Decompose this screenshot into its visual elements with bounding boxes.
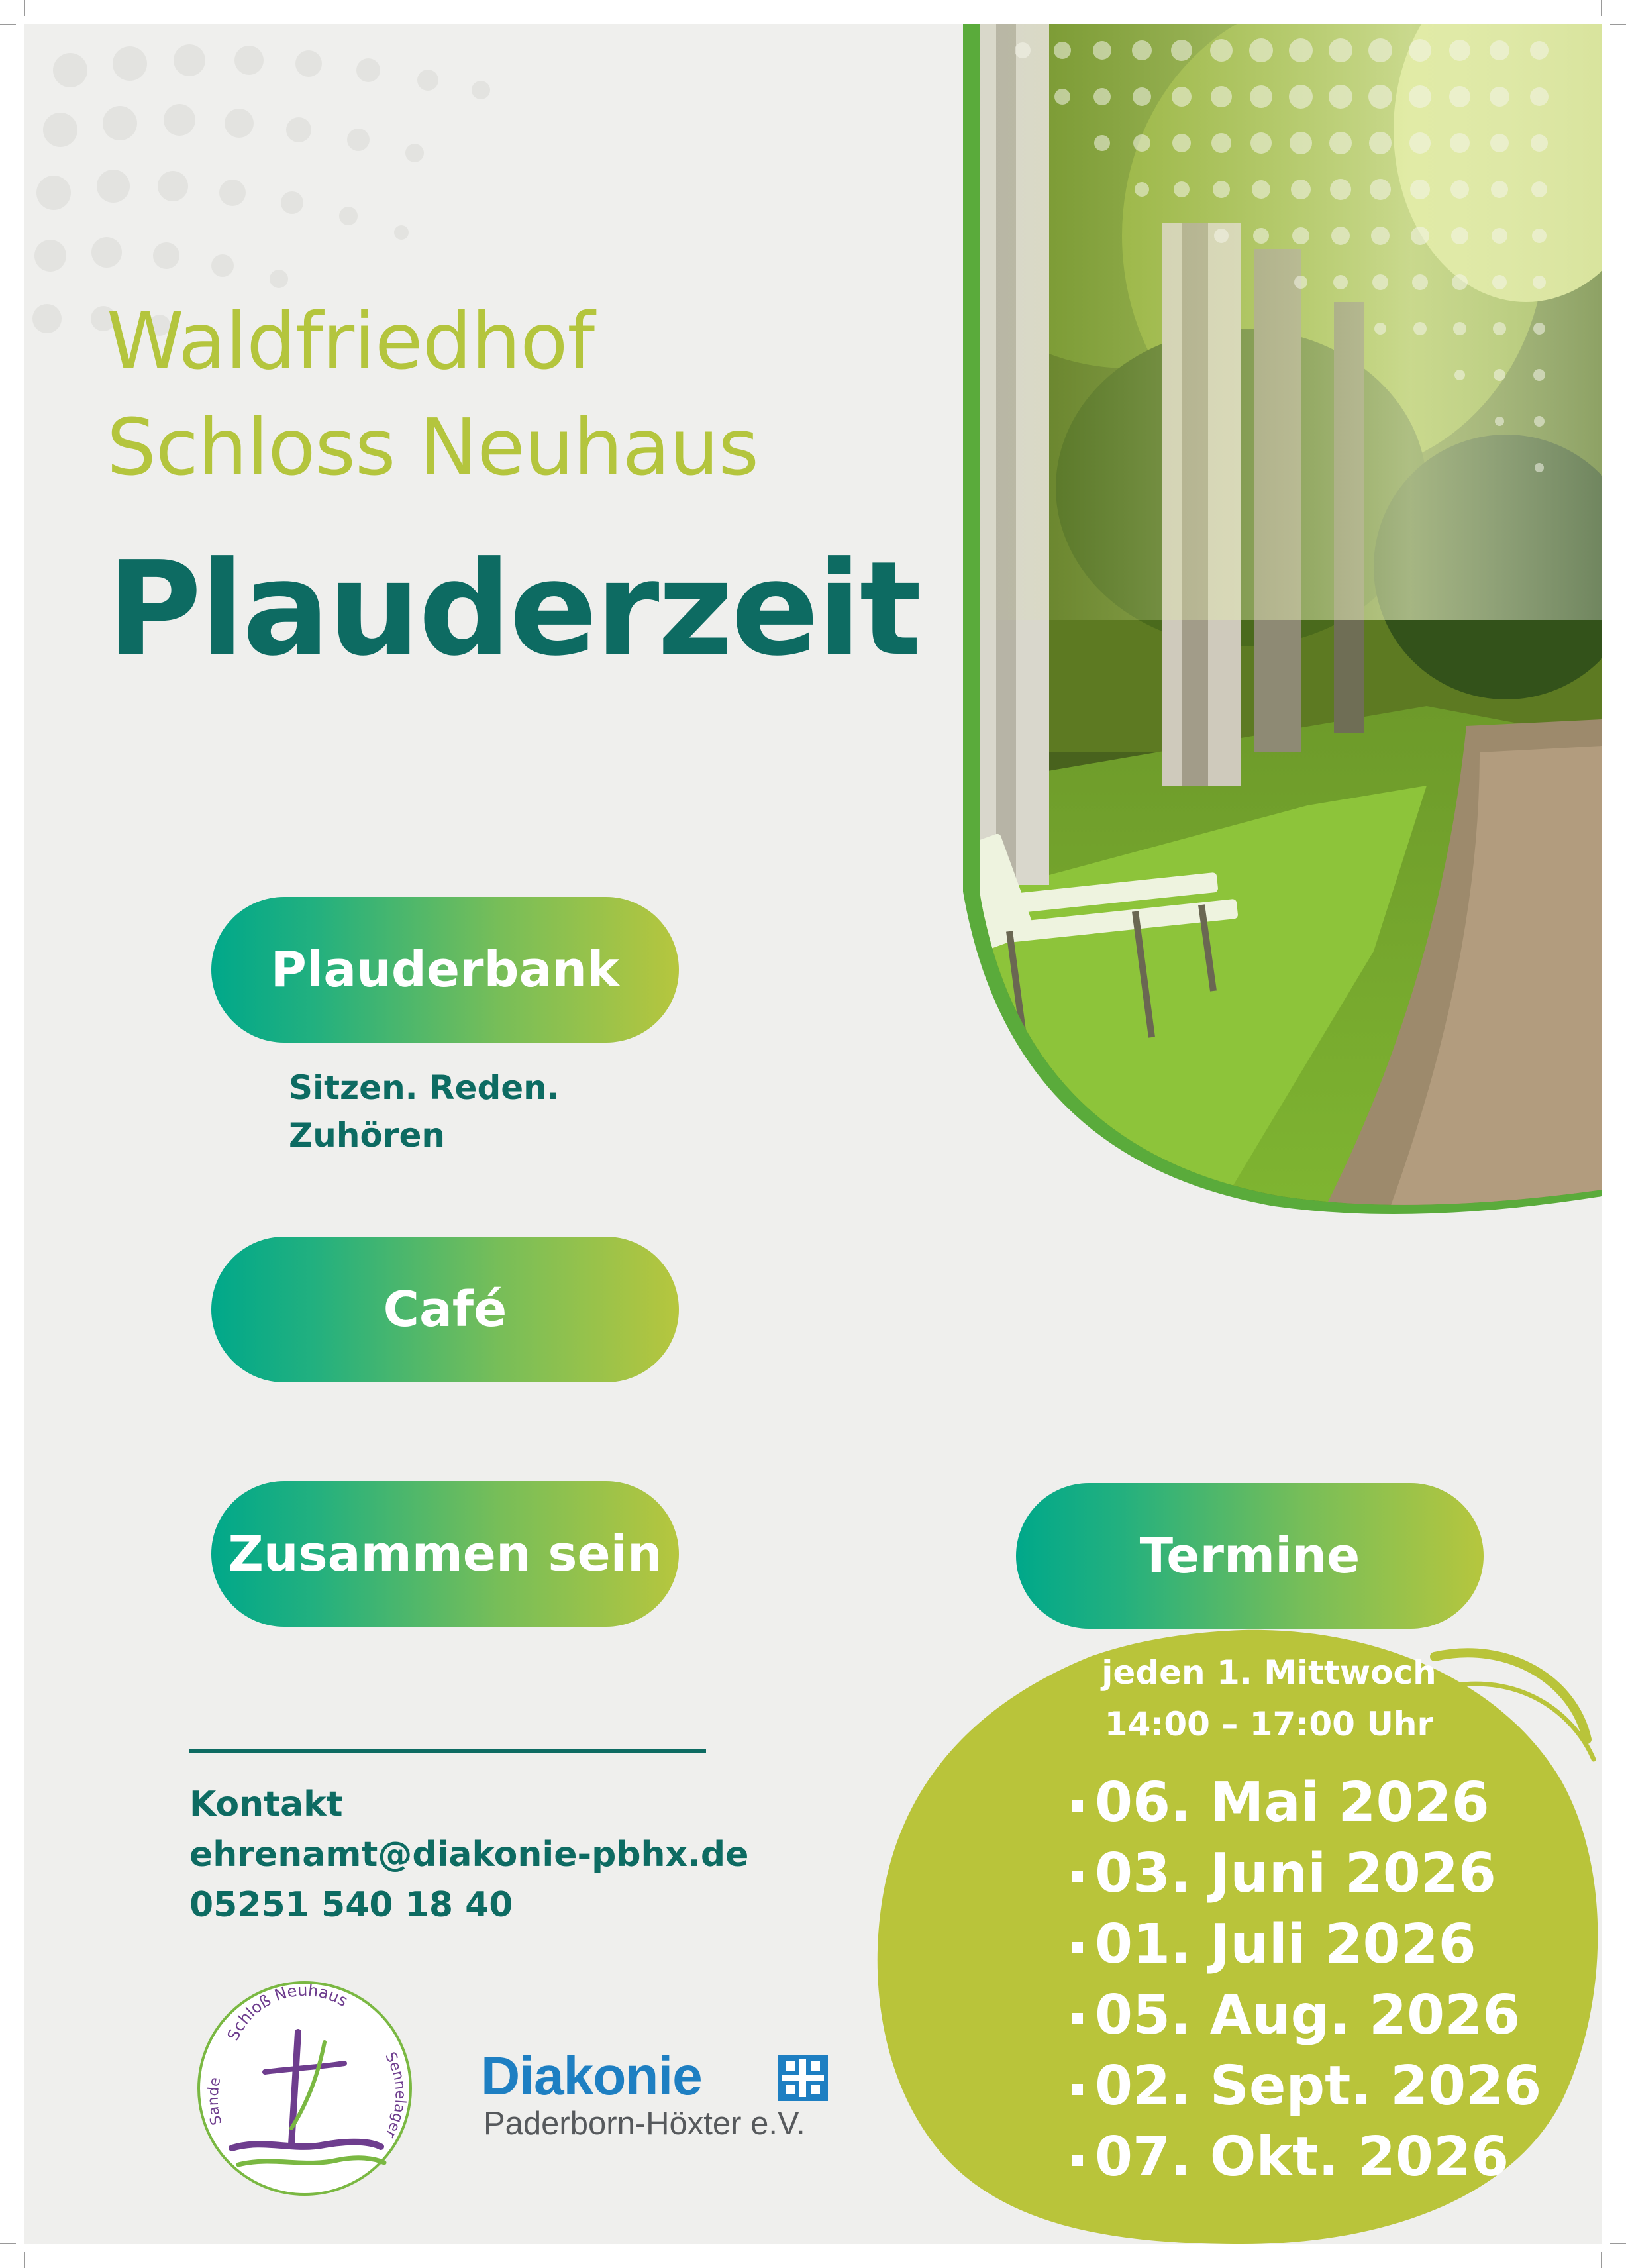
date-item: 06. Mai 2026 [1072,1767,1541,1838]
diakonie-subtitle: Paderborn-Höxter e.V. [483,2106,805,2141]
crop-mark [1601,2252,1602,2268]
date-item: 01. Juli 2026 [1072,1909,1541,1980]
termine-badge: Termine [1016,1483,1484,1629]
together-badge: Zusammen sein [211,1481,679,1627]
diakonie-cross-icon [778,2055,828,2101]
date-list [1072,1767,1541,2192]
contact-heading: Kontakt [189,1784,343,1824]
contact-phone[interactable]: 05251 540 18 40 [189,1885,513,1925]
parish-logo-top-text: Schloß Neuhaus [223,1981,351,2044]
crop-mark [24,0,25,16]
date-item: 03. Juni 2026 [1072,1838,1541,1909]
parish-logo [192,1976,417,2201]
crop-mark [1601,0,1602,16]
parish-logo-left-text: Sande [205,2076,226,2127]
schedule-recurrence: jeden 1. Mittwoch [1101,1653,1437,1692]
crop-mark [0,2243,16,2244]
plauderbank-subtitle-line1: Sitzen. Reden. [289,1068,560,1107]
date-item: 07. Okt. 2026 [1072,2122,1541,2192]
date-item: 02. Sept. 2026 [1072,2051,1541,2122]
cemetery-name-line1: Waldfriedhof [107,295,594,387]
page-title: Plauderzeit [107,534,920,685]
schedule-time: 14:00 – 17:00 Uhr [1104,1705,1434,1743]
crop-mark [1610,24,1626,25]
park-bench-photo [963,24,1602,1216]
contact-email[interactable]: ehrenamt@diakonie-pbhx.de [189,1835,749,1875]
diakonie-name: Diakonie [481,2046,702,2106]
schedule-info [1057,1647,1481,1750]
cafe-badge: Café [211,1237,679,1382]
plauderbank-subtitle [289,1064,560,1159]
parish-logo-right-text: Sennelager [381,2049,409,2141]
date-item: 05. Aug. 2026 [1072,1980,1541,2051]
diakonie-logo [481,2047,838,2146]
crop-mark [1610,2243,1626,2244]
crop-mark [0,24,16,25]
cemetery-name-line2: Schloss Neuhaus [107,401,759,493]
plauderbank-subtitle-line2: Zuhören [289,1116,445,1155]
flyer-page [24,24,1602,2244]
crop-mark [24,2252,25,2268]
divider [189,1749,706,1753]
contact-block [189,1779,748,1930]
plauderbank-badge: Plauderbank [211,897,679,1043]
